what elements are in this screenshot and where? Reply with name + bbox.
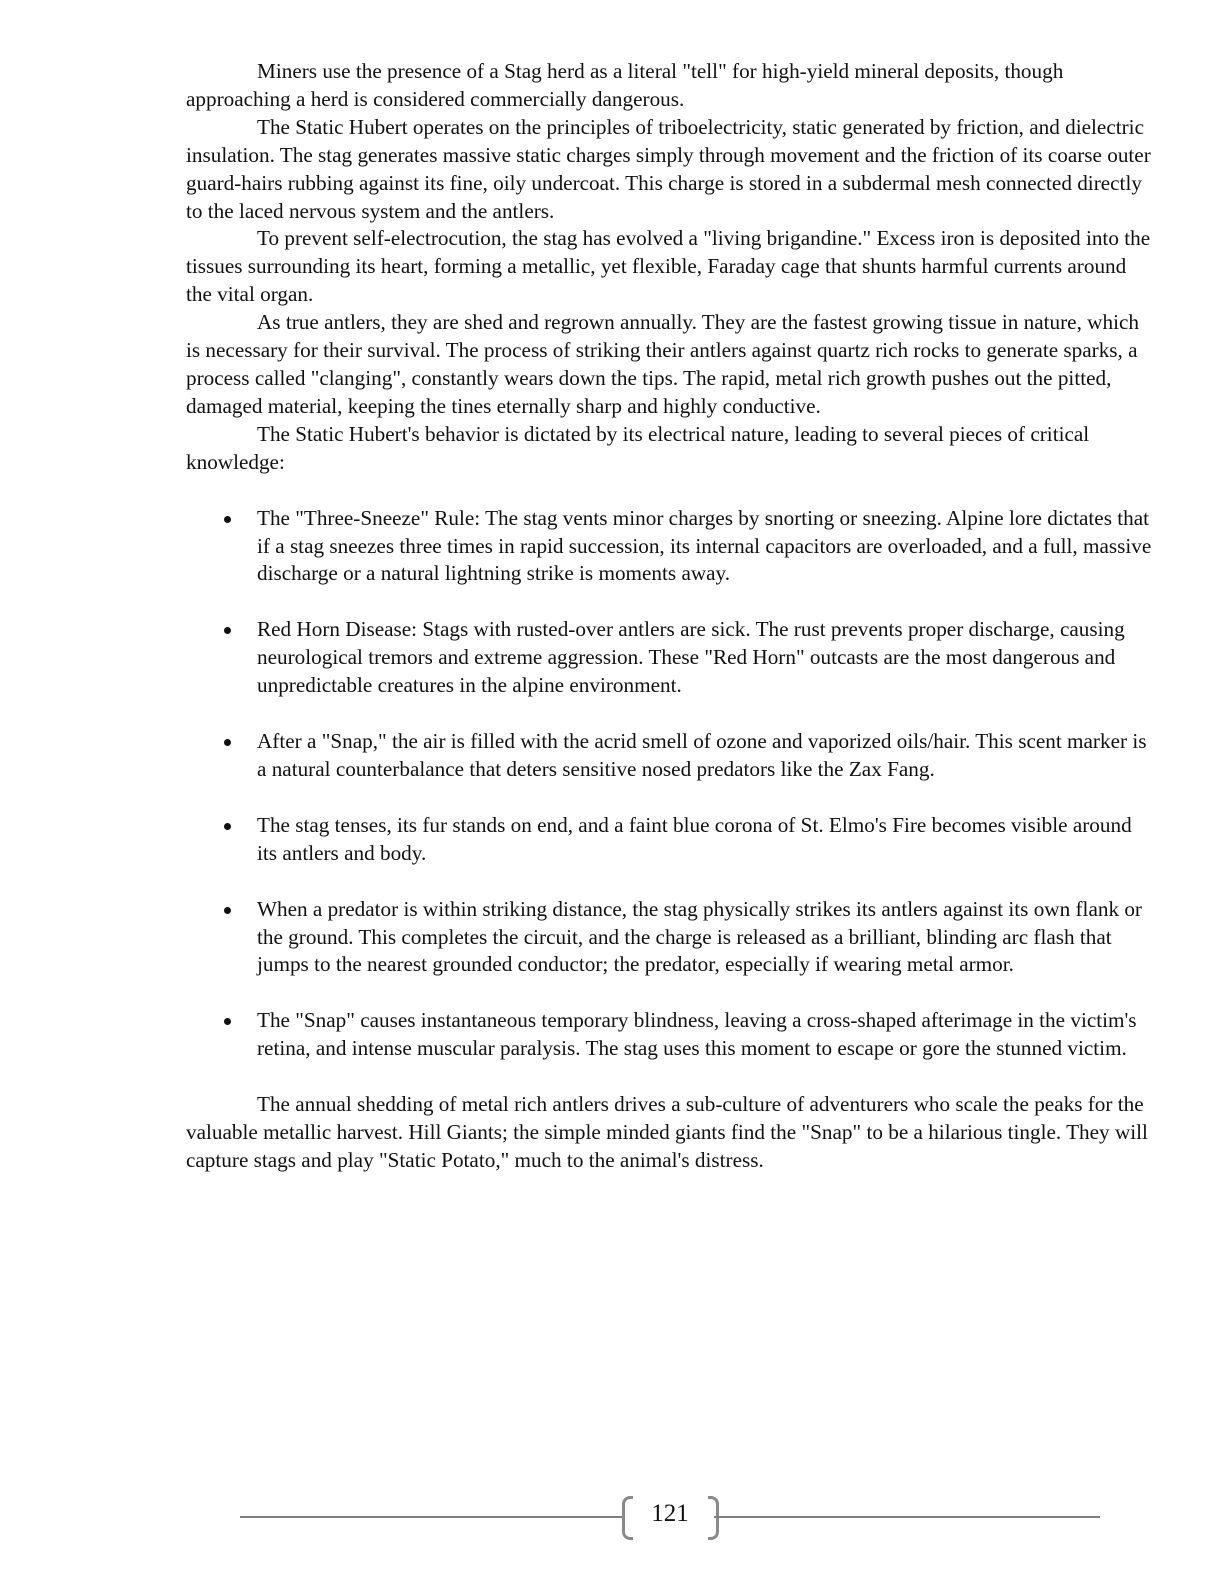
critical-knowledge-list xyxy=(186,505,1152,1064)
list-item xyxy=(186,1007,1152,1063)
page-number: 121 xyxy=(651,1500,689,1527)
page-footer xyxy=(240,1490,1100,1540)
close-bracket-icon xyxy=(708,1496,719,1540)
list-item xyxy=(186,896,1152,980)
list-item xyxy=(186,728,1152,784)
paragraph-triboelectricity: The Static Hubert operates on the principles of triboelectricity, static generated by friction, and dielectric insulation. The stag generates massive static charges simply through movement and the friction of its coarse outer guard-hairs rubbing against its fine, oily undercoat. This charge is stored in a subdermal mesh connected directly to the laced nervous system and the antlers. xyxy=(186,114,1151,223)
list-item-text: The "Three-Sneeze" Rule: The stag vents minor charges by snorting or sneezing. Alpine lore dictates that if a stag sneezes three times in rapid succession, its internal capacitors are overloaded, and a full, massive discharge or a natural lightning strike is moments away. xyxy=(257,505,1152,586)
paragraph-antlers: As true antlers, they are shed and regrown annually. They are the fastest growing tissue in nature, which is necessary for their survival. The process of striking their antlers against quartz rich rocks to generate sparks, a process called "clanging", constantly wears down the tips. The rapid, metal rich growth pushes out the pitted, damaged material, keeping the tines eternally sharp and highly conductive. xyxy=(186,310,1139,418)
list-item-text: When a predator is within striking distance, the stag physically strikes its antlers against its own flank or the ground. This completes the circuit, and the charge is released as a brilliant, blinding arc flash that jumps to the nearest grounded conductor; the predator, especially if wearing metal armor. xyxy=(257,896,1142,977)
bullet-icon xyxy=(224,627,231,634)
paragraph-miners: Miners use the presence of a Stag herd as a literal "tell" for high-yield mineral deposits, though approaching a herd is considered commercially dangerous. xyxy=(186,59,1064,111)
bullet-icon xyxy=(224,907,231,914)
bullet-icon xyxy=(224,516,231,523)
list-item xyxy=(186,505,1152,589)
paragraph-hill-giants: The annual shedding of metal rich antlers drives a sub-culture of adventurers who scale the peaks for the valuable metallic harvest. Hill Giants; the simple minded giants find the "Snap" to be a hilarious tingle. They will capture stags and play "Static Potato," much to the animal's distress. xyxy=(186,1092,1148,1172)
bullet-icon xyxy=(224,823,231,830)
bullet-icon xyxy=(224,1018,231,1025)
list-item xyxy=(186,616,1152,700)
list-item xyxy=(186,812,1152,868)
footer-rule-left xyxy=(240,1516,624,1518)
open-bracket-icon xyxy=(622,1496,633,1540)
paragraph-living-brigandine: To prevent self-electrocution, the stag has evolved a "living brigandine." Excess iron is deposited into the tissues surrounding its heart, forming a metallic, yet flexible, Faraday cage that shunts harmful currents around the vital organ. xyxy=(186,226,1151,307)
paragraph-behavior-intro: The Static Hubert's behavior is dictated by its electrical nature, leading to several pieces of critical knowledge: xyxy=(186,421,1090,474)
list-item-text: The stag tenses, its fur stands on end, and a faint blue corona of St. Elmo's Fire becomes visible around its antlers and body. xyxy=(257,812,1132,865)
list-item-text: Red Horn Disease: Stags with rusted-over antlers are sick. The rust prevents proper discharge, causing neurological tremors and extreme aggression. These "Red Horn" outcasts are the most dangerous and unpredictable creatures in the alpine environment. xyxy=(257,617,1125,698)
bullet-icon xyxy=(224,739,231,746)
list-item-text: After a "Snap," the air is filled with the acrid smell of ozone and vaporized oils/hair. This scent marker is a natural counterbalance that deters sensitive nosed predators like the Zax Fang. xyxy=(257,729,1147,781)
footer-rule-right xyxy=(714,1516,1100,1518)
list-item-text: The "Snap" causes instantaneous temporary blindness, leaving a cross-shaped afterimage in the victim's retina, and intense muscular paralysis. The stag uses this moment to escape or gore the stunned victim. xyxy=(257,1008,1137,1061)
page-body xyxy=(186,58,1152,1175)
